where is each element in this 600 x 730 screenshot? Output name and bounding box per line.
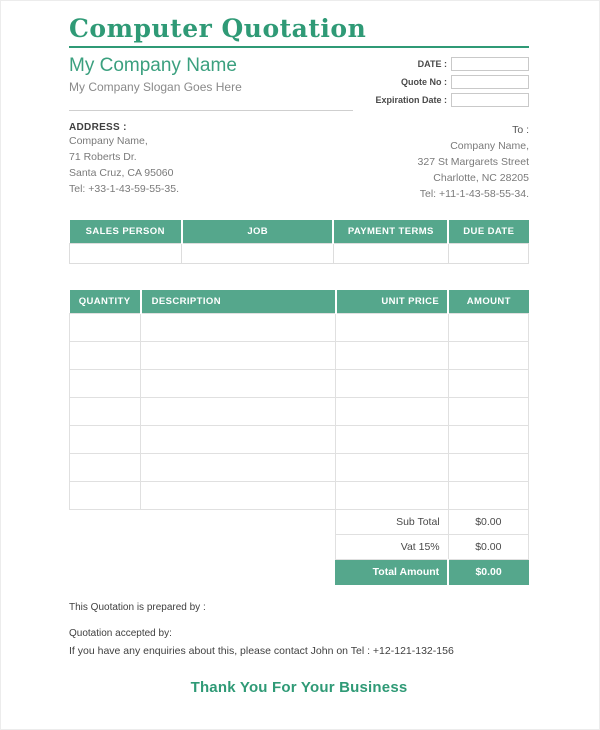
item-cell[interactable] [141, 482, 336, 510]
item-cell[interactable] [336, 482, 448, 510]
item-cell[interactable] [448, 482, 528, 510]
meta-row-expiration [353, 93, 529, 107]
sales-person-cell[interactable] [70, 244, 182, 264]
vat-label: Vat 15% [336, 535, 448, 560]
item-row [70, 482, 529, 510]
item-cell[interactable] [141, 426, 336, 454]
subtotal-value: $0.00 [448, 510, 528, 535]
meta-row-quote-no [353, 75, 529, 89]
sales-info-table [69, 220, 529, 264]
totals-spacer [70, 535, 336, 560]
sender-address-block [69, 122, 179, 202]
payment-terms-cell[interactable] [333, 244, 448, 264]
subtotal-label: Sub Total [336, 510, 448, 535]
item-cell[interactable] [448, 454, 528, 482]
prepared-by-text: This Quotation is prepared by : [69, 602, 206, 613]
sales-entry-row [70, 244, 529, 264]
date-label: DATE : [417, 59, 447, 69]
vat-value: $0.00 [448, 535, 528, 560]
thank-you-message: Thank You For Your Business [190, 679, 408, 696]
amount-header: AMOUNT [448, 290, 528, 314]
job-header: JOB [182, 220, 333, 244]
item-cell[interactable] [141, 398, 336, 426]
recipient-address-line: Company Name, [450, 140, 529, 152]
item-cell[interactable] [448, 314, 528, 342]
item-row [70, 398, 529, 426]
description-header: DESCRIPTION [141, 290, 336, 314]
quote-no-input-box[interactable] [451, 75, 529, 89]
item-cell[interactable] [336, 342, 448, 370]
sender-address-line: 71 Roberts Dr. [69, 151, 137, 163]
company-slogan: My Company Slogan Goes Here [69, 80, 242, 94]
item-cell[interactable] [70, 342, 141, 370]
item-cell[interactable] [448, 342, 528, 370]
item-row [70, 342, 529, 370]
item-row [70, 314, 529, 342]
address-label: ADDRESS : [69, 122, 127, 133]
item-cell[interactable] [141, 314, 336, 342]
recipient-address-block [418, 122, 529, 202]
payment-terms-header: PAYMENT TERMS [333, 220, 448, 244]
item-cell[interactable] [448, 398, 528, 426]
item-cell[interactable] [70, 398, 141, 426]
sender-address-line: Company Name, [69, 135, 148, 147]
company-block [69, 55, 353, 111]
expiration-date-input-box[interactable] [451, 93, 529, 107]
item-cell[interactable] [70, 426, 141, 454]
totals-spacer [70, 560, 336, 585]
expiration-date-label: Expiration Date : [375, 95, 447, 105]
recipient-address-line: Charlotte, NC 28205 [433, 172, 529, 184]
items-header-row [70, 290, 529, 314]
job-cell[interactable] [182, 244, 333, 264]
total-amount-label: Total Amount [336, 560, 448, 585]
item-cell[interactable] [336, 454, 448, 482]
item-cell[interactable] [336, 314, 448, 342]
recipient-address-line: Tel: +11-1-43-58-55-34. [419, 188, 529, 200]
item-cell[interactable] [70, 370, 141, 398]
date-input-box[interactable] [451, 57, 529, 71]
line-items-table [69, 290, 529, 585]
sender-address-line: Santa Cruz, CA 95060 [69, 167, 174, 179]
sender-address-line: Tel: +33-1-43-59-55-35. [69, 183, 180, 195]
subtotal-row [70, 510, 529, 535]
item-cell[interactable] [336, 398, 448, 426]
quote-meta-block [353, 55, 529, 111]
total-amount-value: $0.00 [448, 560, 528, 585]
item-cell[interactable] [141, 370, 336, 398]
quote-no-label: Quote No : [401, 77, 447, 87]
item-row [70, 426, 529, 454]
item-cell[interactable] [141, 342, 336, 370]
item-row [70, 454, 529, 482]
item-cell[interactable] [336, 426, 448, 454]
total-amount-row [70, 560, 529, 585]
enquiries-text: If you have any enquiries about this, please contact John on Tel : +12-121-132-156 [69, 645, 454, 657]
sales-person-header: SALES PERSON [70, 220, 182, 244]
sales-header-row [70, 220, 529, 244]
item-cell[interactable] [448, 370, 528, 398]
addresses-section [69, 122, 529, 202]
items-body [70, 314, 529, 510]
meta-row-date [353, 57, 529, 71]
to-label: To : [512, 124, 529, 136]
accepted-by-text: Quotation accepted by: [69, 628, 172, 639]
vat-row [70, 535, 529, 560]
item-cell[interactable] [336, 370, 448, 398]
due-date-cell[interactable] [448, 244, 528, 264]
item-cell[interactable] [70, 314, 141, 342]
title-divider [69, 46, 529, 48]
company-name: My Company Name [69, 55, 237, 76]
quantity-header: QUANTITY [70, 290, 141, 314]
top-info-section [69, 55, 529, 111]
recipient-address-line: 327 St Margarets Street [417, 156, 529, 168]
page-title: Computer Quotation [69, 14, 367, 43]
unit-price-header: UNIT PRICE [336, 290, 448, 314]
item-cell[interactable] [448, 426, 528, 454]
due-date-header: DUE DATE [448, 220, 528, 244]
item-cell[interactable] [70, 482, 141, 510]
totals-spacer [70, 510, 336, 535]
item-cell[interactable] [70, 454, 141, 482]
item-row [70, 370, 529, 398]
item-cell[interactable] [141, 454, 336, 482]
